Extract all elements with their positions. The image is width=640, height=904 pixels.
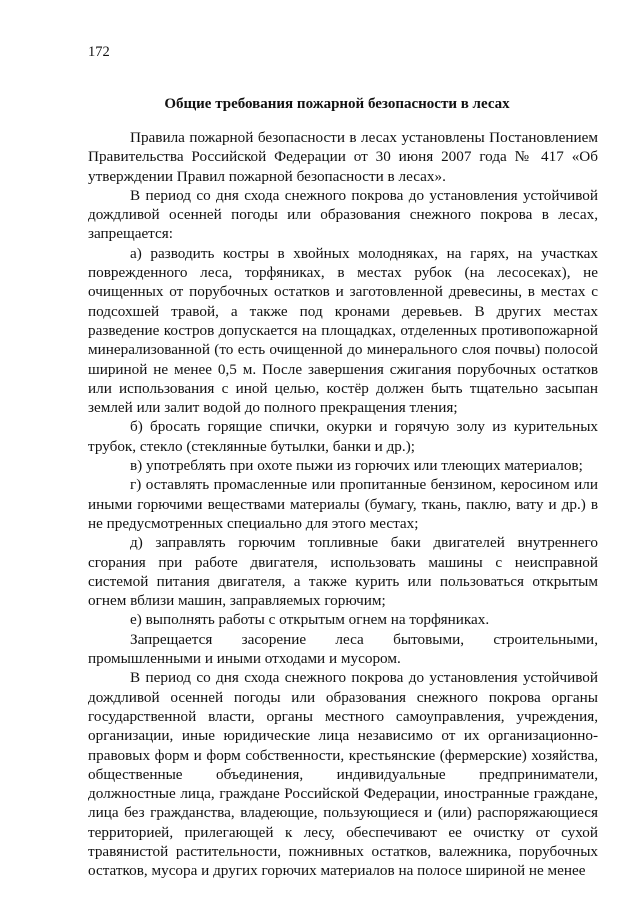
paragraph-prohibition-intro: В период со дня схода снежного покрова до установления устойчивой дождливой осенней погоды или образования снежного покрова в лесах, запрещается: bbox=[88, 186, 598, 243]
paragraph-item-v: в) употреблять при охоте пыжи из горючих или тлеющих материалов; bbox=[130, 457, 583, 475]
page-number: 172 bbox=[88, 44, 110, 60]
paragraph-item-e: е) выполнять работы с открытым огнем на торфяниках. bbox=[130, 611, 490, 629]
section-title: Общие требования пожарной безопасности в лесах bbox=[164, 96, 510, 112]
paragraph-item-d: д) заправлять горючим топливные баки двигателей внутреннего сгорания при работе двигателя, использовать машины с неисправной системой питания двигателя, а также курить или пользоваться открытым огнем вблизи машин, заправляемых горючим; bbox=[88, 534, 598, 610]
paragraph-item-b: б) бросать горящие спички, окурки и горячую золу из курительных трубок, стекло (стеклянные бутылки, банки и др.); bbox=[88, 418, 598, 455]
paragraph-item-a: а) разводить костры в хвойных молодняках, на гарях, на участках поврежденного леса, торфяниках, в местах рубок (на лесосеках), не очищенных от порубочных остатков и заготовленной древесины, в местах с подсохшей травой, а также под кронами деревьев. В других местах разведение костров допускается на площадках, отделенных противопожарной минерализованной (то есть очищенной до минерального слоя почвы) полосой шириной не менее 0,5 м. После завершения сжигания порубочных остатков или использования с иной целью, костёр должен быть тщательно засыпан землей или залит водой до полного прекращения тления; bbox=[88, 244, 598, 417]
paragraph-territory-clearing: В период со дня схода снежного покрова до установления устойчивой дождливой осенней погоды или образования снежного покрова органы государственной власти, органы местного самоуправления, учреждения, организации, иные юридические лица независимо от их организационно-правовых форм и форм собственности, крестьянские (фермерские) хозяйства, общественные объединения, индивидуальные предприниматели, должностные лица, граждане Российской Федерации, иностранные граждане, лица без гражданства, владеющие, пользующиеся и (или) распоряжающиеся территорией, прилегающей к лесу, обеспечивают ее очистку от сухой травянистой растительности, пожнивных остатков, валежника, порубочных остатков, мусора и других горючих материалов на полосе шириной не менее bbox=[88, 669, 598, 880]
paragraph-rules-source: Правила пожарной безопасности в лесах установлены Постановлением Правительства Российской Федерации от 30 июня 2007 года № 417 «Об утверждении Правил пожарной безопасности в лесах». bbox=[88, 129, 598, 185]
document-body bbox=[88, 128, 598, 881]
paragraph-littering-ban: Запрещается засорение леса бытовыми, строительными, промышленными и иными отходами и мусором. bbox=[88, 630, 598, 668]
paragraph-item-g: г) оставлять промасленные или пропитанные бензином, керосином или иными горючими веществами материалы (бумагу, ткань, паклю, вату и др.) в не предусмотренных специально для этого местах; bbox=[88, 476, 598, 532]
